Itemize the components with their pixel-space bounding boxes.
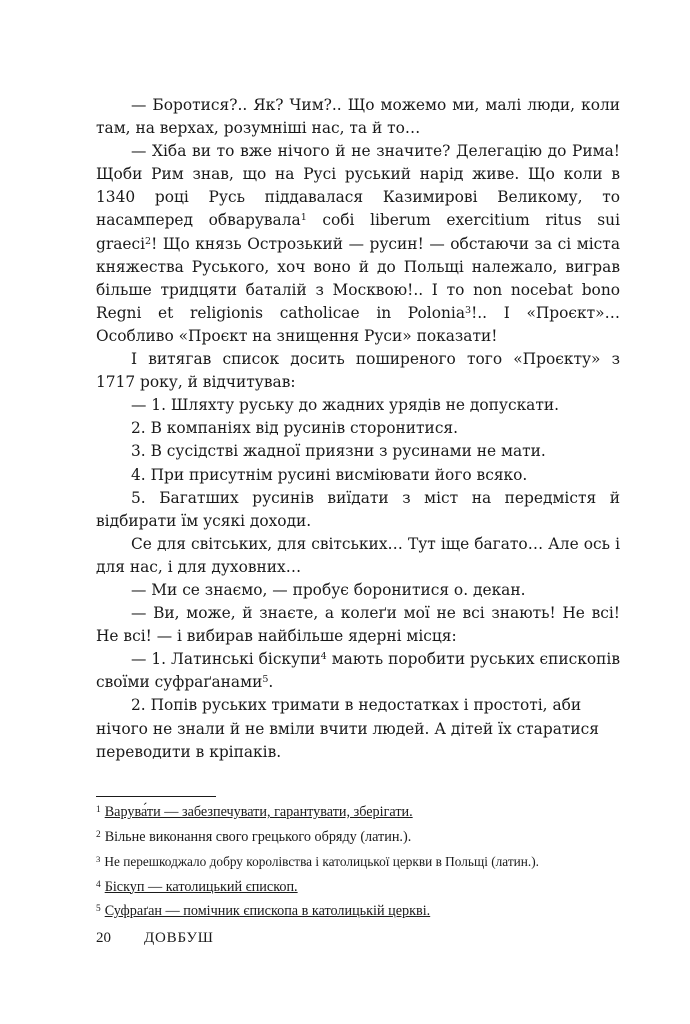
list-item: 2. В компаніях від русинів сторонитися. [131,419,459,438]
footnote-ref: 1 [300,212,307,224]
footnote [96,848,626,873]
text-run: ! Що князь Острозький — русин! — обстаючи за сі міста княжества Руського, хоч воно й до Польщі належало, виграв більше тридцяти баталій з Москвою!.. І то non nocebat bono Regni et religionis catholicae in Polonia [96,234,620,322]
footnote-text: Не перешкоджало добру королівства і католицької церкви в Польщі (латин.). [104,854,539,870]
text-run: — 1. Латинські біскупи [131,650,321,669]
footnote-ref: 4 [320,651,327,662]
page-footer [96,930,214,947]
list-item: 5. Багатших русинів виїдати з міст на передмістя й відбирати їм усякі доходи. [96,488,620,530]
text-run: мають поробити руських єпископів своїми суфраґанами [96,650,620,692]
list-item: 2. Попів руських тримати в недостатках і простоті, аби нічого не знали й не вміли вчити людей. А дітей їх старатися переводити в кріпаків. [96,696,599,761]
page-number: 20 [96,930,111,946]
text-run: собі liberum exercitium ritus sui graeci [96,211,621,253]
list-item: 3. В сусідстві жадної приязни з русинами не мати. [131,442,546,461]
running-title: ДОВБУШ [144,930,214,946]
paragraph: — Боротися?.. Як? Чим?.. Що можемо ми, малі люди, коли там, на верхах, розумніші нас, та й то… [96,96,620,138]
text-run: !.. І «Проєкт»… Особливо «Проєкт на знищення Руси» показати! [96,303,620,345]
footnote-number: 4 [96,879,101,890]
text-run: — Хіба ви то вже нічого й не значите? Делегацію до Рима! Щоби Рим знав, що на Русі руський нарід живе. Що коли в 1340 році Русь піддавалася Казимирові Великому, то насамперед обварувала [96,142,620,230]
footnote-text: Біскуп — католицький єпископ. [104,878,298,895]
footnote-ref: 2 [145,235,152,247]
paragraph: — Ви, може, й знаєте, а колеґи мої не всі знають! Не всі! Не всі! — і вибирав найбільше ядерні місця: [96,604,620,646]
footnote [96,824,626,849]
footnote [96,874,626,899]
footnote-number: 1 [96,805,101,815]
footnote-number: 2 [96,829,101,840]
list-item: — 1. Шляхту руську до жадних урядів не допускати. [131,396,560,415]
list-item [96,648,620,694]
footnote-ref: 3 [465,304,472,316]
footnote-number: 3 [96,854,101,865]
paragraph: І витягав список досить поширеного того «Проєкту» з 1717 року, й відчитував: [96,350,620,392]
footnote-text: Суфраґан — помічник єпископа в католицькій церкві. [104,903,431,920]
paragraph: Се для світських, для світських… Тут іще багато… Але ось і для нас, і для духовних… [96,534,620,576]
footnote-text: Вільне виконання свого грецького обряду (латин.). [104,828,412,845]
footnote [96,898,626,923]
footnote-text: Варува́ти — забезпечувати, гарантувати, зберігати. [104,804,413,821]
footnote-ref: 5 [262,674,269,686]
main-text [96,94,620,764]
list-item: 4. При присутнім русині висміювати його всяко. [131,465,528,484]
footnotes [96,799,626,923]
paragraph: — Ми се знаємо, — пробує боронитися о. декан. [131,580,526,599]
footnote [96,799,626,824]
paragraph [96,140,620,348]
footnote-number: 5 [96,904,101,915]
footnote-divider [96,796,216,797]
text-run: . [268,673,274,692]
